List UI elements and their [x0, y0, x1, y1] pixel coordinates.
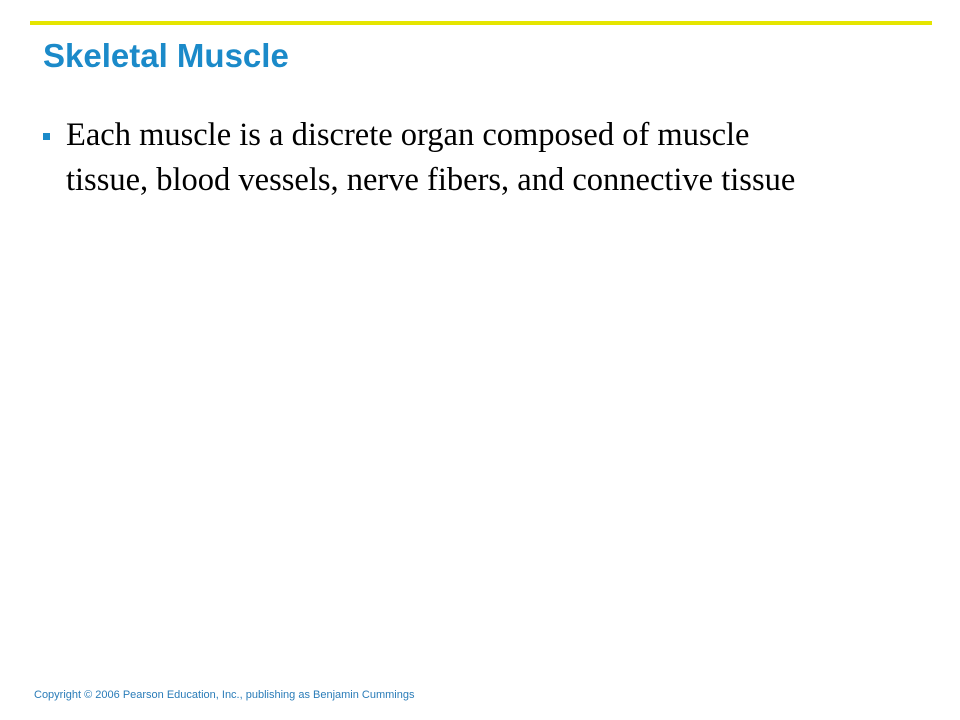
bullet-list [43, 113, 803, 203]
top-divider-rule [30, 21, 932, 25]
square-bullet-icon [43, 133, 50, 140]
bullet-text: Each muscle is a discrete organ composed of muscle tissue, blood vessels, nerve fibers, and connective tissue [66, 117, 796, 198]
copyright-footer: Copyright © 2006 Pearson Education, Inc., publishing as Benjamin Cummings [34, 689, 415, 701]
bullet-item [43, 113, 803, 203]
slide-title: Skeletal Muscle [43, 37, 289, 74]
